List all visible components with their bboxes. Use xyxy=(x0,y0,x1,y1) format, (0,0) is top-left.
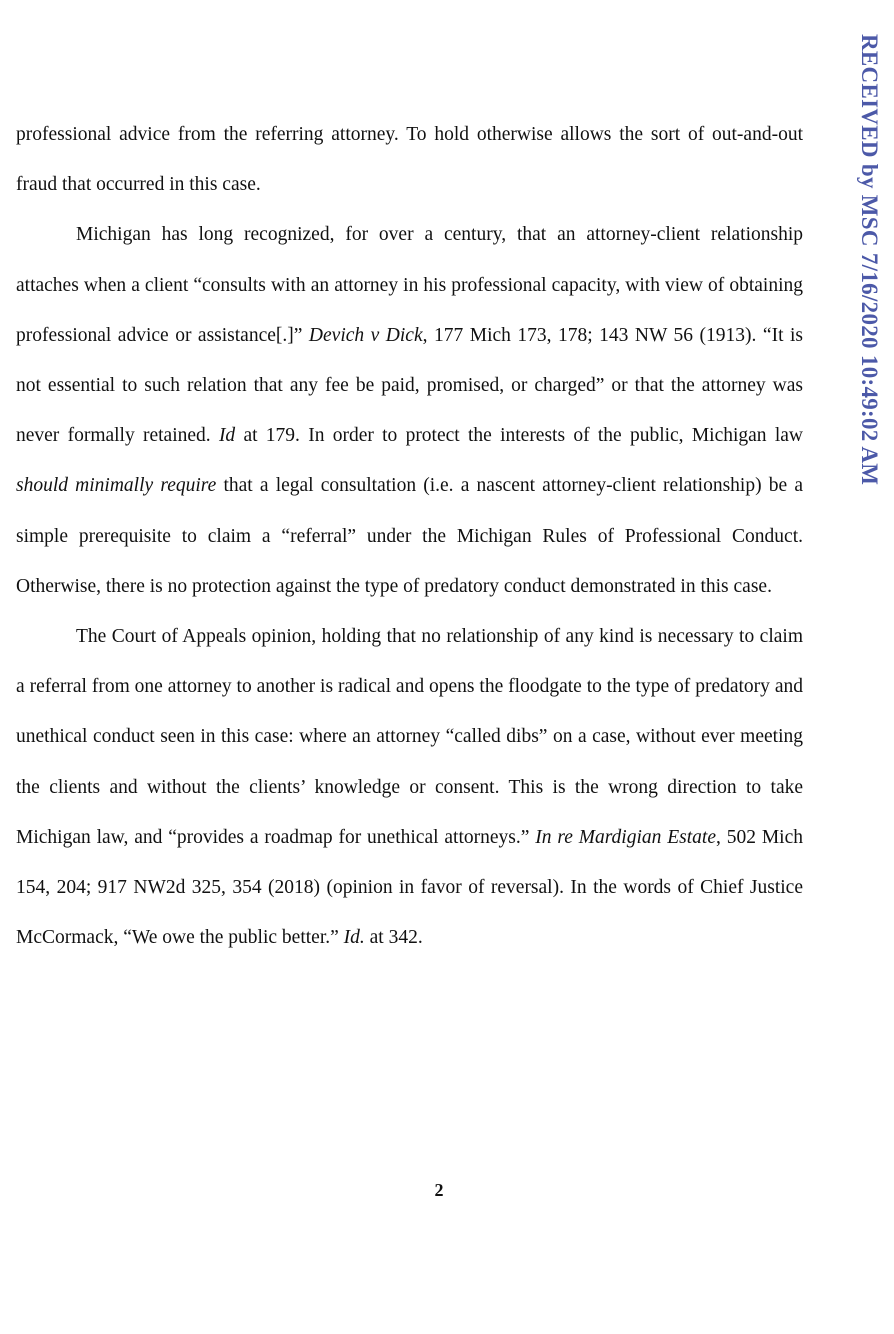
paragraph-text: , 177 Mich 173, 178; 143 NW 56 (1913). “It is not essential to such relation that any fee be paid, promised, or charged” or that the attorney was never formally retained. xyxy=(16,324,803,447)
id-citation: Id. xyxy=(343,927,365,949)
page-number: 2 xyxy=(434,1180,444,1200)
brief-body xyxy=(16,110,803,963)
paragraph-text: that a legal consultation (i.e. a nascent attorney-client relationship) be a simple prerequisite to claim a “referral” under the Michigan Rules of Professional Conduct. Otherwise, there is no protection against the type of predatory conduct demonstrated in this case. xyxy=(16,475,803,597)
paragraph-text: , 502 Mich 154, 204; 917 NW2d 325, 354 (2018) (opinion in favor of reversal). In the words of Chief Justice McCormack, “We owe the public better.” xyxy=(16,826,803,949)
paragraph-court-of-appeals xyxy=(16,612,803,963)
id-citation: Id xyxy=(218,425,236,447)
emphasis-text: should minimally require xyxy=(16,475,217,497)
paragraph-continuation xyxy=(16,110,803,210)
paragraph-text: at 342. xyxy=(364,927,423,949)
paragraph-text: Michigan has long recognized, for over a century, that an attorney-client relationship attaches when a client “consults with an attorney in his professional capacity, with view of obtaining professional advice or assistance[.]” xyxy=(16,224,803,346)
paragraph-text: at 179. In order to protect the interests of the public, Michigan law xyxy=(235,425,803,447)
case-citation: Devich v Dick xyxy=(308,324,423,346)
case-citation: In re Mardigian Estate xyxy=(535,826,716,848)
received-stamp: RECEIVED by MSC 7/16/2020 10:49:02 AM xyxy=(857,34,882,486)
paragraph-text: professional advice from the referring attorney. To hold otherwise allows the sort of out-and-out fraud that occurred in this case. xyxy=(16,124,803,196)
paragraph-attorney-client-relationship xyxy=(16,210,803,612)
paragraph-text: The Court of Appeals opinion, holding that no relationship of any kind is necessary to claim a referral from one attorney to another is radical and opens the floodgate to the type of predatory and unethical conduct seen in this case: where an attorney “called dibs” on a case, without ever meeting the clients and without the clients’ knowledge or consent. This is the wrong direction to take Michigan law, and “provides a roadmap for unethical attorneys.” xyxy=(16,626,803,848)
